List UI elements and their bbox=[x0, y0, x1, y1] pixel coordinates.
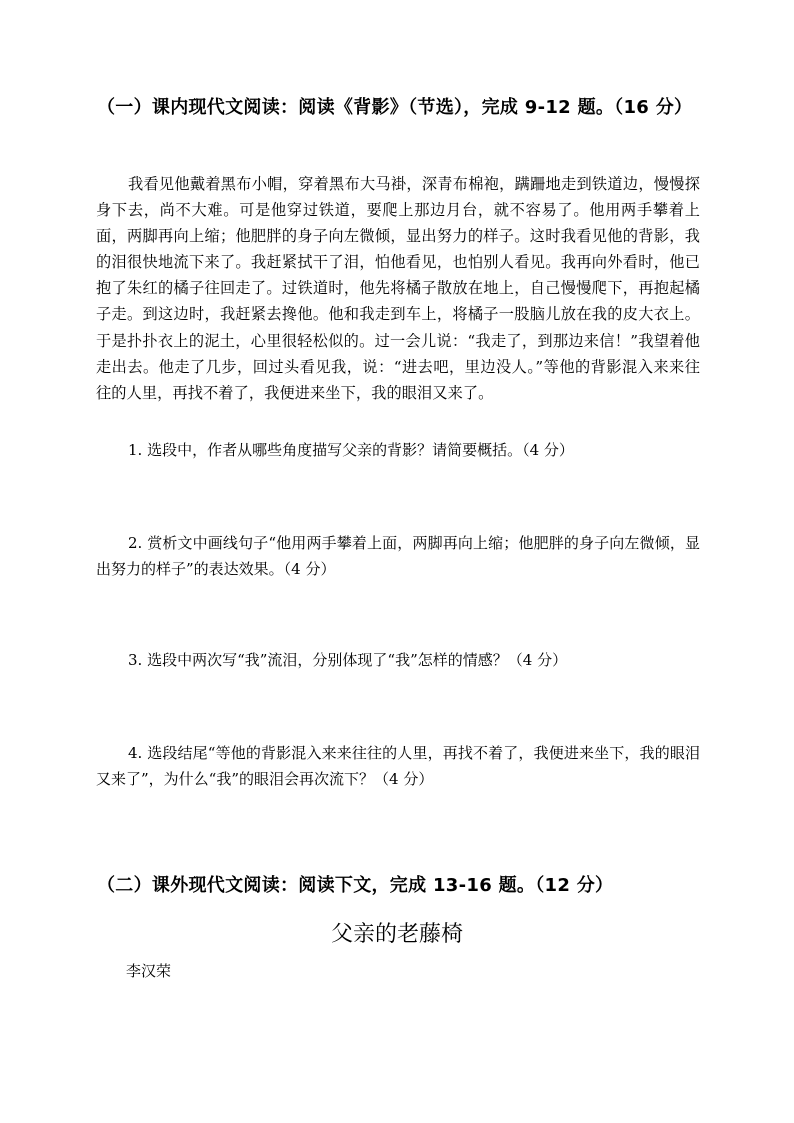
section-2-heading: （二）课外现代文阅读：阅读下文，完成 13-16 题。（12 分） bbox=[97, 875, 614, 896]
section-1-heading: （一）课内现代文阅读：阅读《背影》（节选），完成 9-12 题。（16 分） bbox=[97, 97, 693, 118]
question-4: 4. 选段结尾“等他的背影混入来来往往的人里，再找不着了，我便进来坐下，我的眼泪又来了”，为什么“我”的眼泪会再次流下？（4 分） bbox=[96, 744, 700, 788]
question-1: 1. 选段中，作者从哪些角度描写父亲的背影？请简要概括。（4 分） bbox=[128, 441, 574, 459]
question-3: 3. 选段中两次写“我”流泪，分别体现了“我”怎样的情感？（4 分） bbox=[128, 651, 568, 669]
essay-author: 李汉荣 bbox=[126, 962, 172, 980]
question-2: 2. 赏析文中画线句子“他用两手攀着上面，两脚再向上缩；他肥胖的身子向左微倾，显出努力的样子”的表达效果。（4 分） bbox=[96, 534, 700, 578]
essay-title: 父亲的老藤椅 bbox=[330, 922, 463, 947]
reading-passage: 我看见他戴着黑布小帽，穿着黑布大马褂，深青布棉袍，蹒跚地走到铁道边，慢慢探身下去，尚不大难。可是他穿过铁道，要爬上那边月台，就不容易了。他用两手攀着上面，两脚再向上缩；他肥胖的身子向左微倾，显出努力的样子。这时我看见他的背影，我的泪很快地流下来了。我赶紧拭干了泪，怕他看见，也怕别人看见。我再向外看时，他已抱了朱红的橘子往回走了。过铁道时，他先将橘子散放在地上，自己慢慢爬下，再抱起橘子走。到这边时，我赶紧去搀他。他和我走到车上，将橘子一股脑儿放在我的皮大衣上。于是扑扑衣上的泥土，心里很轻松似的。过一会儿说：“我走了，到那边来信！”我望着他走出去。他走了几步，回过头看见我，说：“进去吧，里边没人。”等他的背影混入来来往往的人里，再找不着了，我便进来坐下，我的眼泪又来了。 bbox=[96, 175, 700, 402]
